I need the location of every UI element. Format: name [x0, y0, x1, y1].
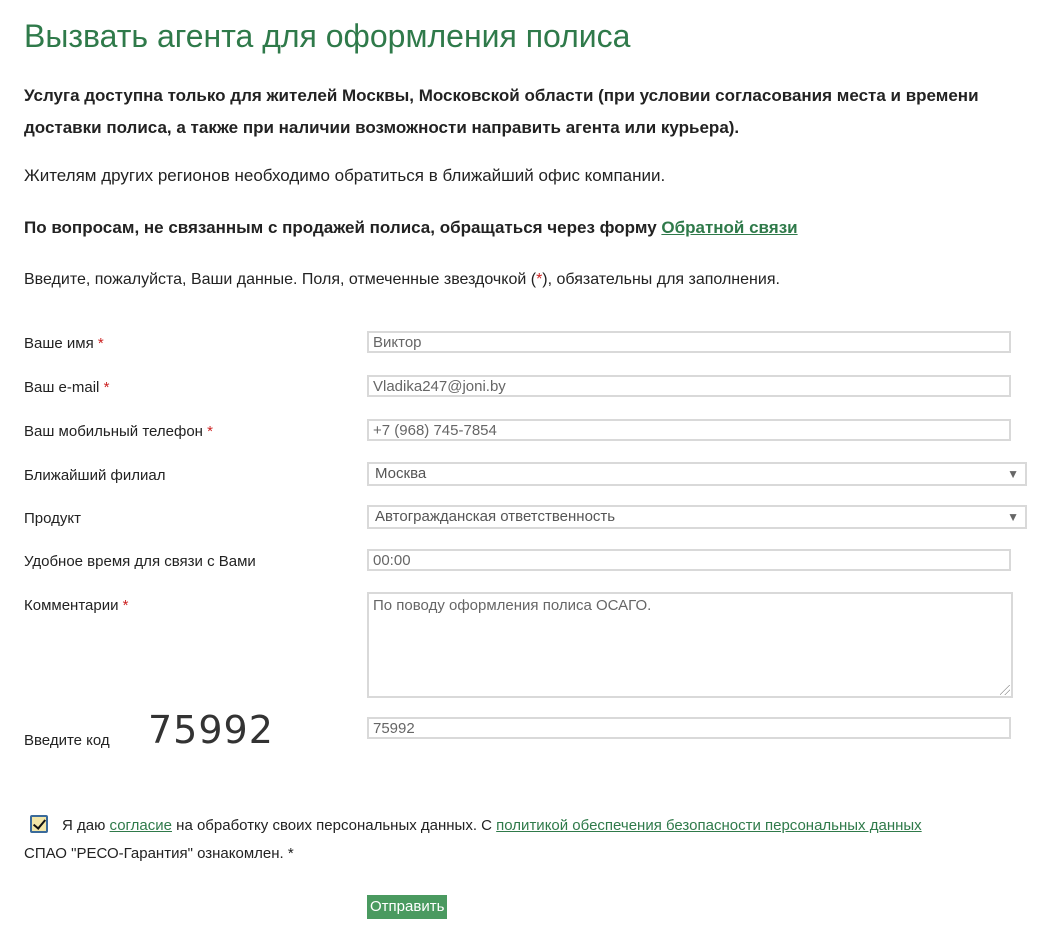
contact-time-input[interactable] — [367, 549, 1011, 571]
time-label: Удобное время для связи с Вами — [24, 553, 256, 570]
consent-text-1: Я даю — [62, 817, 106, 834]
consent-checkbox[interactable] — [30, 815, 48, 833]
required-star: * — [97, 335, 104, 352]
captcha-input[interactable] — [367, 717, 1011, 739]
comment-label-text: Комментарии — [24, 597, 119, 614]
privacy-policy-link[interactable]: политикой обеспечения безопасности персональных данных — [496, 817, 922, 834]
phone-input[interactable] — [367, 419, 1011, 441]
required-star: * — [207, 423, 213, 440]
comment-textarea[interactable] — [367, 592, 1013, 698]
service-notice: Услуга доступна только для жителей Москвы, Московской области (при условии согласования места и времени доставки полиса, а также при наличии возможности направить агента или курьера). — [24, 86, 979, 137]
intro-text-before: Введите, пожалуйста, Ваши данные. Поля, отмеченные звездочкой ( — [24, 271, 537, 288]
captcha-label: Введите код — [24, 732, 110, 749]
consent-link[interactable]: согласие — [109, 817, 172, 834]
branch-label: Ближайший филиал — [24, 467, 166, 484]
phone-label-text: Ваш мобильный телефон — [24, 423, 203, 440]
required-star: * — [536, 271, 543, 288]
captcha-image: 75992 — [148, 708, 274, 752]
name-label — [24, 335, 104, 352]
questions-note — [24, 212, 798, 244]
product-select-value: Автогражданская ответственность — [375, 508, 616, 525]
consent-text-3: СПАО "РЕСО-Гарантия" ознакомлен. * — [24, 845, 294, 862]
email-input[interactable] — [367, 375, 1011, 397]
comment-label — [24, 597, 129, 614]
required-star: * — [122, 597, 129, 614]
dropdown-arrow-icon: ▼ — [1007, 510, 1019, 524]
dropdown-arrow-icon: ▼ — [1007, 467, 1019, 481]
consent-text-2: на обработку своих персональных данных. С — [176, 817, 492, 834]
page-title: Вызвать агента для оформления полиса — [24, 18, 631, 54]
submit-button[interactable]: Отправить — [367, 895, 447, 919]
name-label-text: Ваше имя — [24, 335, 94, 352]
product-label: Продукт — [24, 510, 81, 527]
required-star: * — [103, 379, 110, 396]
email-label-text: Ваш e-mail — [24, 379, 100, 396]
phone-label — [24, 423, 213, 440]
form-intro — [24, 264, 780, 296]
resize-handle-icon[interactable] — [1000, 685, 1010, 695]
questions-text: По вопросам, не связанным с продажей полиса, обращаться через форму — [24, 218, 657, 237]
name-input[interactable] — [367, 331, 1011, 353]
branch-select[interactable] — [367, 462, 1027, 486]
other-regions-note: Жителям других регионов необходимо обратиться в ближайший офис компании. — [24, 166, 666, 185]
intro-text-after: ), обязательны для заполнения. — [542, 271, 780, 288]
email-label — [24, 379, 109, 396]
feedback-link[interactable]: Обратной связи — [661, 218, 798, 237]
product-select[interactable] — [367, 505, 1027, 529]
branch-select-value: Москва — [375, 465, 427, 482]
consent-block — [24, 812, 1034, 868]
